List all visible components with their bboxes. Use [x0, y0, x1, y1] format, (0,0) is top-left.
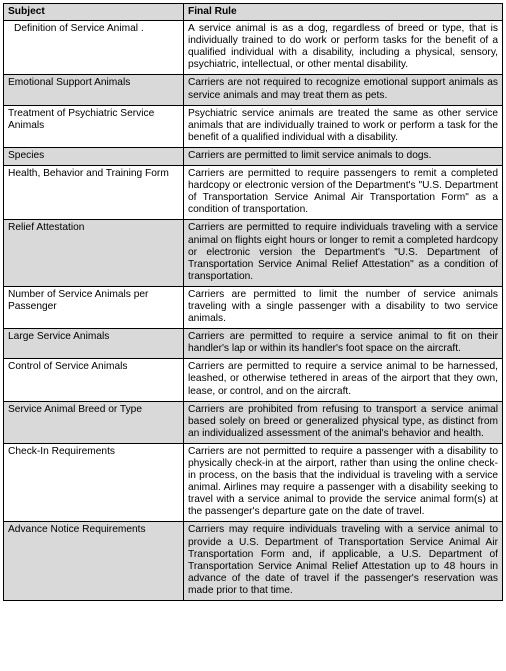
row-subject: Service Animal Breed or Type — [4, 401, 184, 443]
table-row — [4, 21, 503, 75]
row-final-rule: Psychiatric service animals are treated the same as other service animals that are individually trained to work or perform a task for the benefit of a qualified individual with a disability. — [184, 105, 503, 147]
row-final-rule: Carriers are permitted to require a service animal to be harnessed, leashed, or otherwise tethered in areas of the airport that they own, lease, or control, and on the aircraft. — [184, 359, 503, 401]
row-subject: Large Service Animals — [4, 329, 184, 359]
row-final-rule: Carriers are permitted to limit service animals to dogs. — [184, 147, 503, 165]
row-subject: Control of Service Animals — [4, 359, 184, 401]
row-subject: Health, Behavior and Training Form — [4, 166, 184, 220]
header-final-rule: Final Rule — [184, 4, 503, 21]
table-row — [4, 75, 503, 105]
table-row — [4, 286, 503, 328]
row-final-rule: Carriers are permitted to limit the number of service animals traveling with a single passenger with a disability to two service animals. — [184, 286, 503, 328]
service-animal-rules-table — [3, 3, 503, 601]
table-row — [4, 443, 503, 522]
table-row — [4, 522, 503, 601]
row-final-rule: Carriers are permitted to require a service animal to fit on their handler's lap or within its handler's foot space on the aircraft. — [184, 329, 503, 359]
row-final-rule: Carriers are permitted to require individuals traveling with a service animal on flights eight hours or longer to remit a completed hardcopy or electronic version the Department's "U.S. Department of Transportation Service Animal Relief Attestation" as a condition of transportation. — [184, 220, 503, 286]
row-subject: Number of Service Animals per Passenger — [4, 286, 184, 328]
row-subject: Relief Attestation — [4, 220, 184, 286]
row-final-rule: Carriers are prohibited from refusing to transport a service animal based solely on breed or generalized physical type, as distinct from an individualized assessment of the animal's behavior and health. — [184, 401, 503, 443]
table-row — [4, 105, 503, 147]
table-header-row — [4, 4, 503, 21]
row-final-rule: Carriers are not required to recognize emotional support animals as service animals and may treat them as pets. — [184, 75, 503, 105]
table-row — [4, 166, 503, 220]
header-subject: Subject — [4, 4, 184, 21]
table-row — [4, 147, 503, 165]
row-subject: Advance Notice Requirements — [4, 522, 184, 601]
table-row — [4, 359, 503, 401]
row-subject: Treatment of Psychiatric Service Animals — [4, 105, 184, 147]
row-subject: Species — [4, 147, 184, 165]
row-final-rule: Carriers may require individuals traveling with a service animal to provide a U.S. Department of Transportation Service Animal Air Transportation Form and, if applicable, a U.S. Department of Transportation Service Animal Relief Attestation up to 48 hours in advance of the date of travel if the passenger's reservation was made prior to that time. — [184, 522, 503, 601]
table-row — [4, 401, 503, 443]
table-row — [4, 329, 503, 359]
row-subject: Check-In Requirements — [4, 443, 184, 522]
row-subject: Emotional Support Animals — [4, 75, 184, 105]
row-final-rule: A service animal is as a dog, regardless of breed or type, that is individually trained to do work or perform tasks for the benefit of a qualified individual with a disability, including a physical, sensory, psychiatric, intellectual, or other mental disability. — [184, 21, 503, 75]
table-row — [4, 220, 503, 286]
row-subject: Definition of Service Animal . — [4, 21, 184, 75]
row-final-rule: Carriers are not permitted to require a passenger with a disability to physically check-in at the airport, rather than using the online check-in process, on the basis that the individual is traveling with a service animal. Airlines may require a passenger with a disability seeking to travel with a service animal to provide the service animal form(s) at the passenger's departure gate on the date of travel. — [184, 443, 503, 522]
row-final-rule: Carriers are permitted to require passengers to remit a completed hardcopy or electronic version of the Department's "U.S. Department of Transportation Service Animal Air Transportation Form" as a condition of transportation. — [184, 166, 503, 220]
